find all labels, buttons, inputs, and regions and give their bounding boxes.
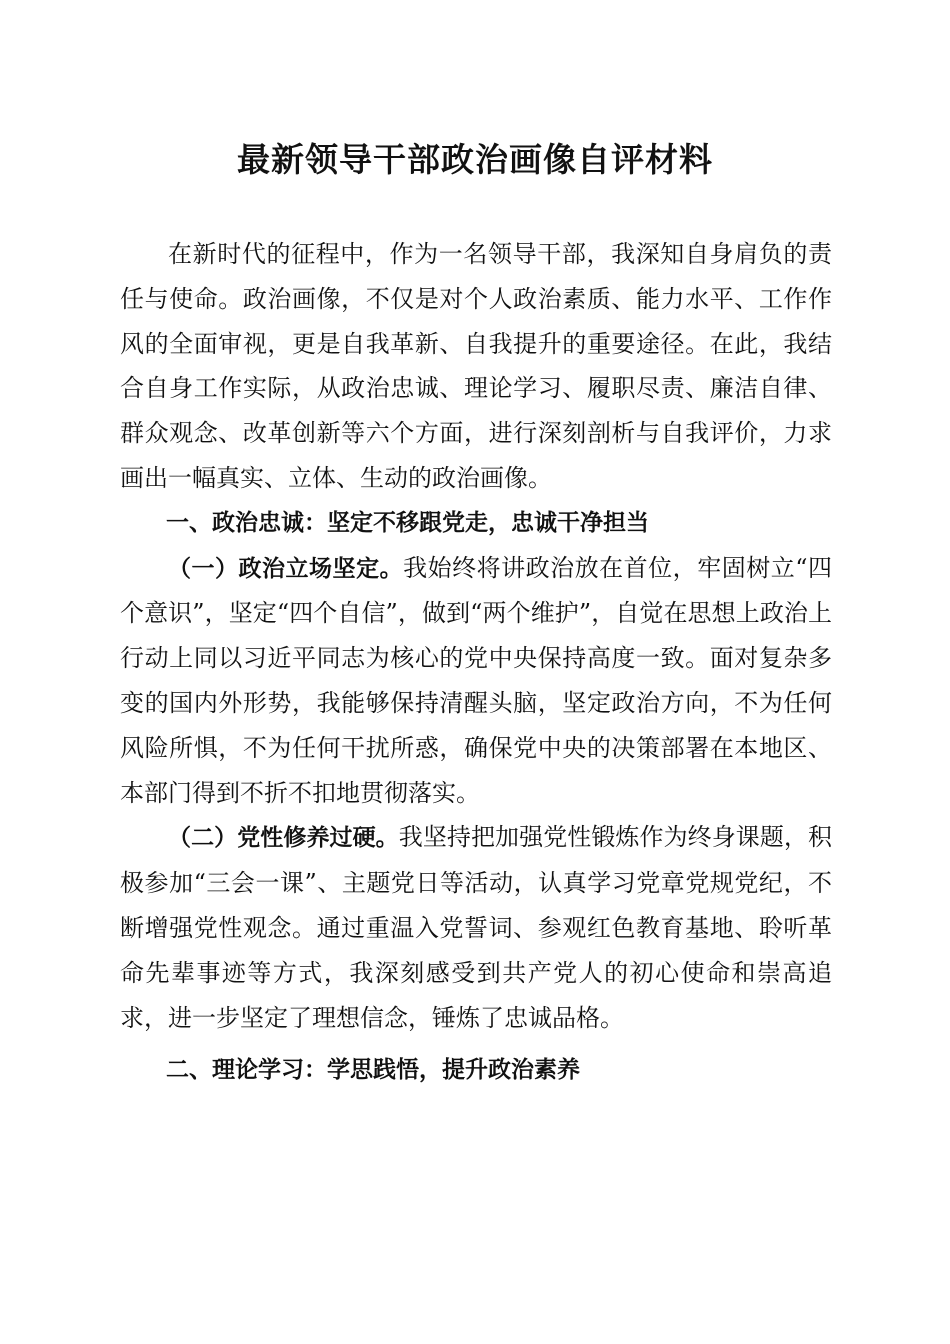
document-title: 最新领导干部政治画像自评材料 [237,140,713,179]
section-one-item-2 [120,815,832,1040]
item-1-lead: （一）政治立场坚定。 [168,555,404,582]
item-2-body: 我坚持把加强党性锻炼作为终身课题，积极参加“三会一课”、主题党日等活动，认真学习党章党规党纪，不断增强党性观念。通过重温入党誓词、参观红色教育基地、聆听革命先辈事迹等方式，我深刻感受到共产党人的初心使命和崇高追求，进一步坚定了理想信念，锤炼了忠诚品格。 [120,823,833,1032]
item-1-body: 我始终将讲政治放在首位，牢固树立“四个意识”，坚定“四个自信”，做到“两个维护”，自觉在思想上政治上行动上同以习近平同志为核心的党中央保持高度一致。面对复杂多变的国内外形势，我能够保持清醒头脑，坚定政治方向，不为任何风险所惧，不为任何干扰所惑，确保党中央的决策部署在本地区、本部门得到不折不扣地贯彻落实。 [120,553,832,807]
intro-paragraph: 在新时代的征程中，作为一名领导干部，我深知自身肩负的责任与使命。政治画像，不仅是对个人政治素质、能力水平、工作作风的全面审视，更是自我革新、自我提升的重要途径。在此，我结合自身工作实际，从政治忠诚、理论学习、履职尽责、廉洁自律、群众观念、改革创新等六个方面，进行深刻剖析与自我评价，力求画出一幅真实、立体、生动的政治画像。 [120,240,832,492]
section-one-item-1 [120,546,832,816]
document-body [120,232,832,1093]
section-one-heading: 一、政治忠诚：坚定不移跟党走，忠诚干净担当 [166,509,649,536]
item-2-lead: （二）党性修养过硬。 [168,825,399,852]
section-two-heading: 二、理论学习：学思践悟，提升政治素养 [166,1057,580,1084]
